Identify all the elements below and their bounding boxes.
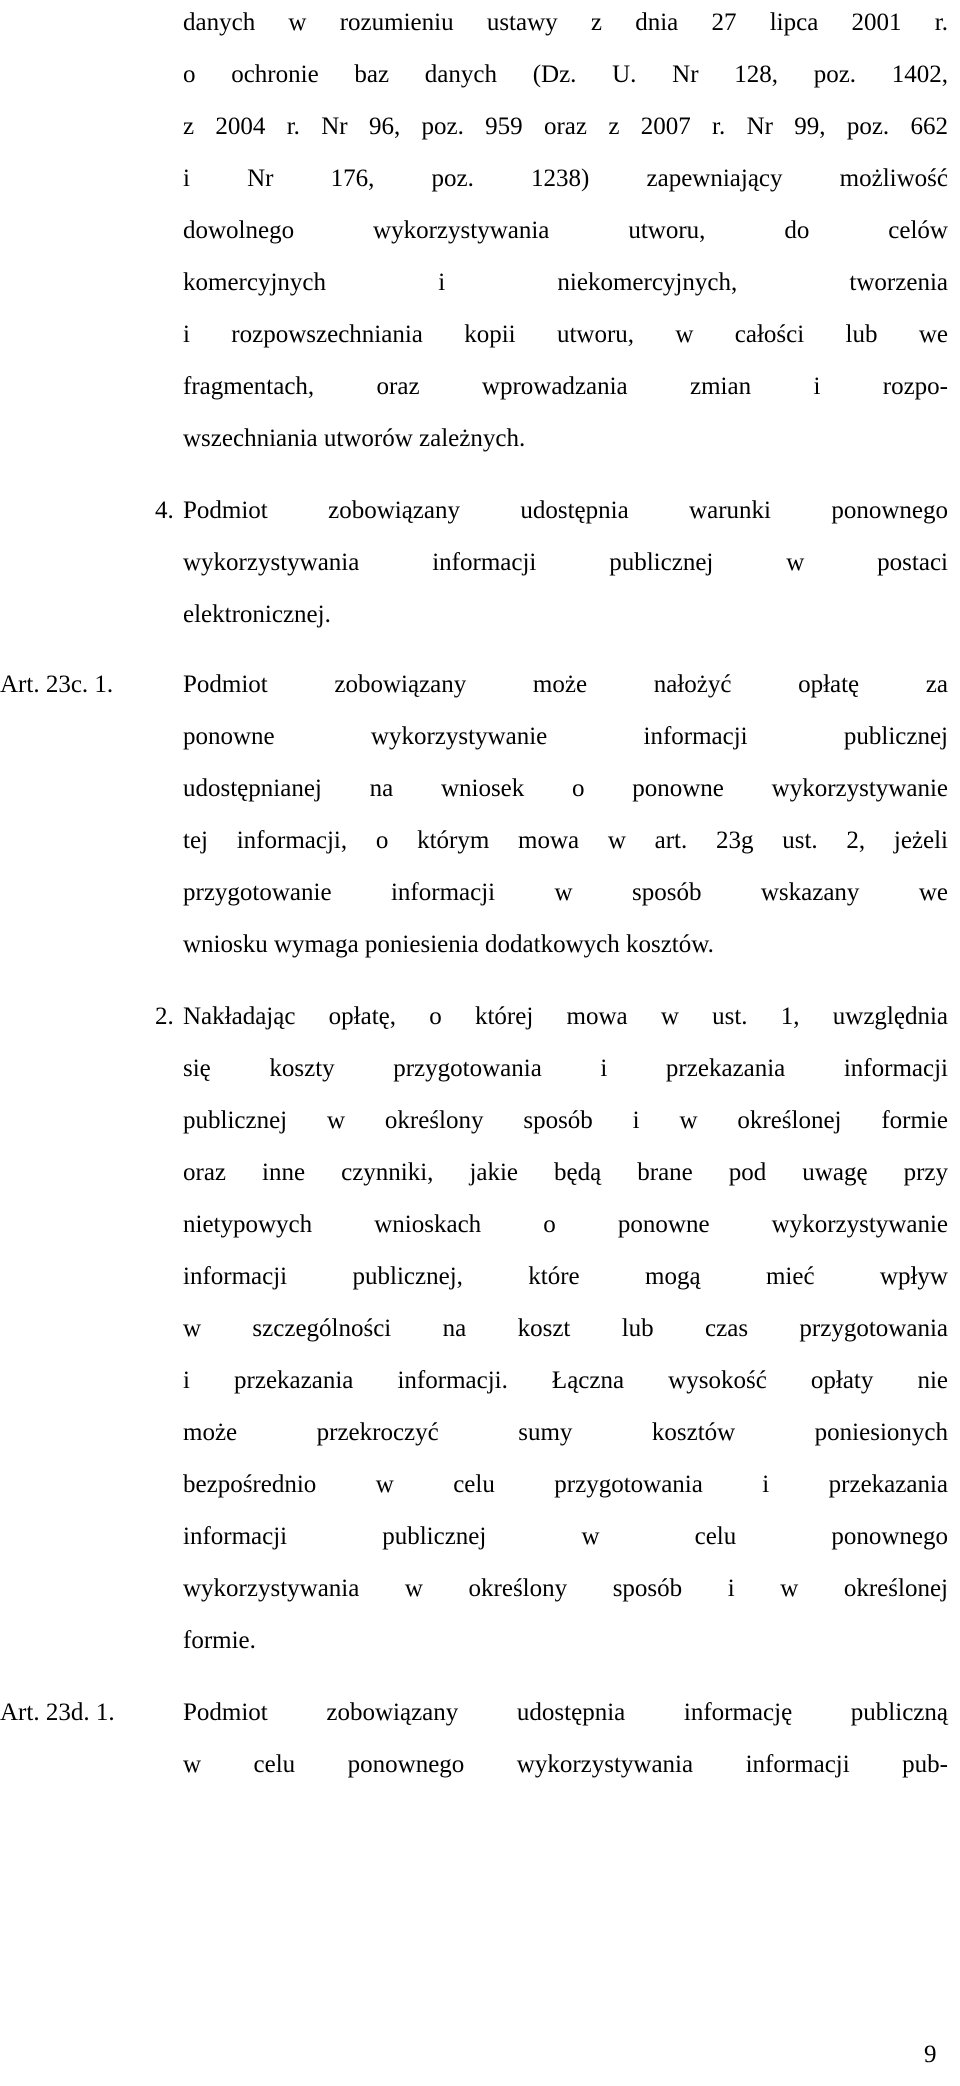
- text-line: formie.: [183, 1627, 256, 1654]
- text-line: z 2004 r. Nr 96, poz. 959 oraz z 2007 r. Nr 99, poz. 662: [183, 113, 948, 140]
- text-line: nietypowych wnioskach o ponowne wykorzystywanie: [183, 1211, 948, 1238]
- text-line: bezpośrednio w celu przygotowania i przekazania: [183, 1471, 948, 1498]
- text-line: i Nr 176, poz. 1238) zapewniający możliwość: [183, 165, 948, 192]
- text-line: przygotowanie informacji w sposób wskazany we: [183, 879, 948, 906]
- text-line: i przekazania informacji. Łączna wysokość opłaty nie: [183, 1367, 948, 1394]
- page-number: 9: [924, 2041, 937, 2068]
- item-number: 4.: [155, 497, 174, 524]
- text-line: wykorzystywania w określony sposób i w określonej: [183, 1575, 948, 1602]
- text-line: w szczególności na koszt lub czas przygotowania: [183, 1315, 948, 1342]
- text-line: oraz inne czynniki, jakie będą brane pod uwagę przy: [183, 1159, 948, 1186]
- text-line: publicznej w określony sposób i w określonej formie: [183, 1107, 948, 1134]
- text-line: może przekroczyć sumy kosztów poniesionych: [183, 1419, 948, 1446]
- text-line: się koszty przygotowania i przekazania informacji: [183, 1055, 948, 1082]
- text-line: Podmiot zobowiązany udostępnia informację publiczną: [183, 1699, 948, 1726]
- article-label: Art. 23d. 1.: [0, 1699, 115, 1726]
- text-line: wykorzystywania informacji publicznej w postaci: [183, 549, 948, 576]
- text-line: Nakładając opłatę, o której mowa w ust. 1, uwzględnia: [183, 1003, 948, 1030]
- text-line: ponowne wykorzystywanie informacji publicznej: [183, 723, 948, 750]
- text-line: dowolnego wykorzystywania utworu, do celów: [183, 217, 948, 244]
- text-line: Podmiot zobowiązany może nałożyć opłatę za: [183, 671, 948, 698]
- text-line: danych w rozumieniu ustawy z dnia 27 lipca 2001 r.: [183, 9, 948, 36]
- text-line: informacji publicznej w celu ponownego: [183, 1523, 948, 1550]
- text-line: tej informacji, o którym mowa w art. 23g ust. 2, jeżeli: [183, 827, 948, 854]
- text-line: informacji publicznej, które mogą mieć wpływ: [183, 1263, 948, 1290]
- text-line: wniosku wymaga poniesienia dodatkowych kosztów.: [183, 931, 714, 958]
- text-line: komercyjnych i niekomercyjnych, tworzenia: [183, 269, 948, 296]
- text-line: wszechniania utworów zależnych.: [183, 425, 526, 452]
- item-number: 2.: [155, 1003, 174, 1030]
- text-line: w celu ponownego wykorzystywania informacji pub-: [183, 1751, 948, 1778]
- text-line: i rozpowszechniania kopii utworu, w całości lub we: [183, 321, 948, 348]
- text-line: udostępnianej na wniosek o ponowne wykorzystywanie: [183, 775, 948, 802]
- text-line: fragmentach, oraz wprowadzania zmian i rozpo-: [183, 373, 948, 400]
- text-line: elektronicznej.: [183, 601, 331, 628]
- article-label: Art. 23c. 1.: [0, 671, 114, 698]
- text-line: o ochronie baz danych (Dz. U. Nr 128, poz. 1402,: [183, 61, 948, 88]
- text-line: Podmiot zobowiązany udostępnia warunki ponownego: [183, 497, 948, 524]
